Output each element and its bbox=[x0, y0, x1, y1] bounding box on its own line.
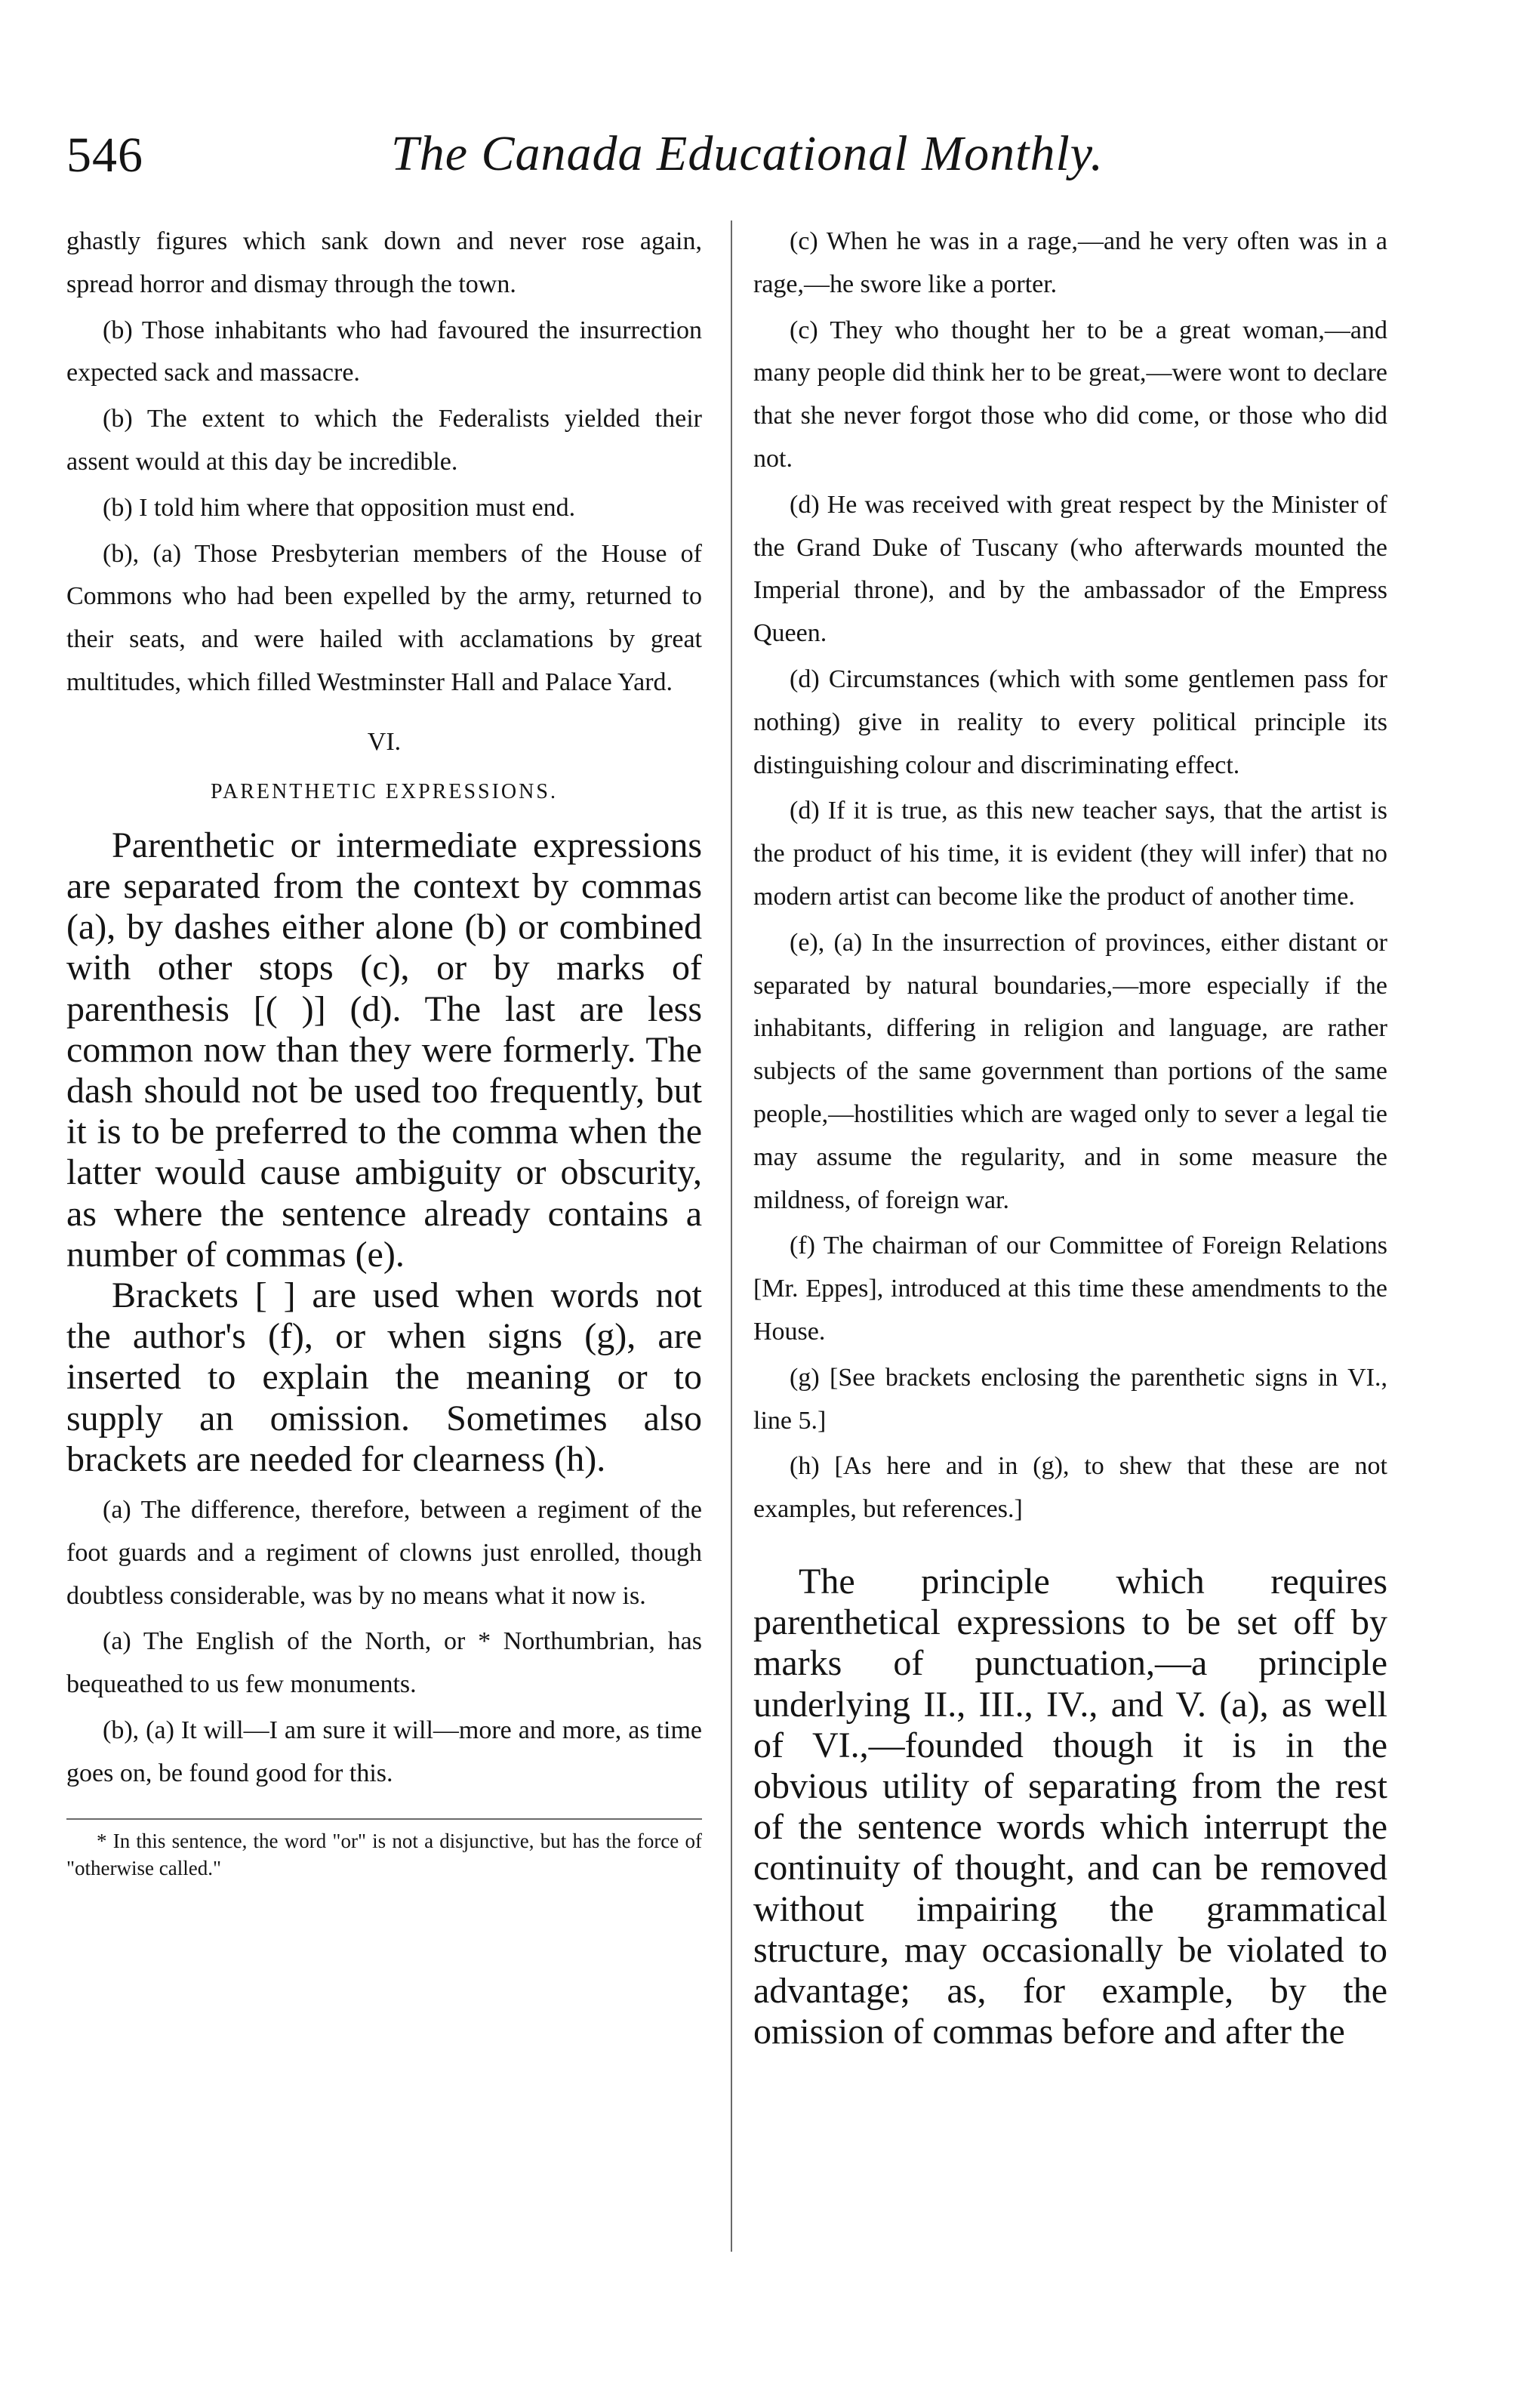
continued-paragraph: ghastly figures which sank down and never rose again, spread horror and dismay through the town. bbox=[66, 227, 702, 298]
section-number: VI. bbox=[367, 727, 402, 756]
running-title: The Canada Educational Monthly. bbox=[391, 126, 1104, 181]
example-paragraph: (b) I told him where that opposition must end. bbox=[103, 493, 576, 522]
example-paragraph: (b) The extent to which the Federalists yielded their assent would at this day be incredible. bbox=[66, 405, 702, 476]
page-number: 546 bbox=[66, 128, 143, 183]
page-header bbox=[66, 119, 1448, 202]
example-paragraph: (c) When he was in a rage,—and he very often was in a rage,—he swore like a porter. bbox=[753, 227, 1387, 298]
example-paragraph: (h) [As here and in (g), to shew that these are not examples, but references.] bbox=[753, 1452, 1387, 1524]
example-paragraph: (a) The difference, therefore, between a regiment of the foot guards and a regiment of clowns just enrolled, though doubtless considerable, was by no means what it now is. bbox=[66, 1496, 702, 1610]
left-column bbox=[66, 220, 702, 1882]
example-paragraph: (e), (a) In the insurrection of provinces, either distant or separated by natural boundaries,—more especially if the inhabitants, differing in religion and language, are rather subjects of the same government than portions of the same people,—hostilities which are waged only to sever a legal tie may assume the regularity, and in some measure the mildness, of foreign war. bbox=[753, 928, 1387, 1214]
example-paragraph: (b) Those inhabitants who had favoured the insurrection expected sack and massacre. bbox=[66, 316, 702, 387]
body-paragraph: Parenthetic or intermediate expressions are separated from the context by commas (a), by dashes either alone (b) or combined with other stops (c), or by marks of parenthesis [( )] (d). The last are less common now than they were formerly. The dash should not be used too frequently, but it is to be preferred to the comma when the latter would cause ambiguity or obscurity, as where the sentence already contains a number of commas (e). bbox=[66, 825, 702, 1275]
body-paragraph: The principle which requires parenthetical expressions to be set off by marks of punctuation,—a principle underlying II., III., IV., and V. (a), as well of VI.,—founded though it is in the obvious utility of separating from the rest of the sentence words which interrupt the continuity of thought, and can be removed without impairing the grammatical structure, may occasionally be violated to advantage; as, for example, by the omission of commas before and after the bbox=[753, 1561, 1387, 2052]
footnote: * In this sentence, the word "or" is not a disjunctive, but has the force of "otherwise called." bbox=[66, 1829, 702, 1879]
example-paragraph: (d) He was received with great respect by the Minister of the Grand Duke of Tuscany (who afterwards mounted the Imperial throne), and by the ambassador of the Empress Queen. bbox=[753, 490, 1387, 648]
column-divider bbox=[731, 220, 732, 2252]
example-paragraph: (f) The chairman of our Committee of Foreign Relations [Mr. Eppes], introduced at this time these amendments to the House. bbox=[753, 1232, 1387, 1346]
example-paragraph: (b), (a) It will—I am sure it will—more and more, as time goes on, be found good for this. bbox=[66, 1716, 702, 1787]
right-column bbox=[753, 220, 1387, 2052]
example-paragraph: (g) [See brackets enclosing the parenthetic signs in VI., line 5.] bbox=[753, 1363, 1387, 1435]
example-paragraph: (c) They who thought her to be a great woman,—and many people did think her to be great,—were wont to declare that she never forgot those who did come, or those who did not. bbox=[753, 316, 1387, 473]
example-paragraph: (d) If it is true, as this new teacher says, that the artist is the product of his time, it is evident (they will infer) that no modern artist can become like the product of another time. bbox=[753, 797, 1387, 911]
example-paragraph: (b), (a) Those Presbyterian members of the House of Commons who had been expelled by the army, returned to their seats, and were hailed with acclamations by great multitudes, which filled Westminster Hall and Palace Yard. bbox=[66, 539, 702, 696]
section-heading: PARENTHETIC EXPRESSIONS. bbox=[211, 779, 558, 803]
body-paragraph: Brackets [ ] are used when words not the author's (f), or when signs (g), are inserted to explain the meaning or to supply an omission. Sometimes also brackets are needed for clearness (h). bbox=[66, 1275, 702, 1479]
example-paragraph: (a) The English of the North, or * Northumbrian, has bequeathed to us few monuments. bbox=[66, 1627, 702, 1699]
spacer bbox=[66, 1480, 702, 1489]
footnote-rule bbox=[66, 1818, 702, 1820]
example-paragraph: (d) Circumstances (which with some gentlemen pass for nothing) give in reality to every political principle its distinguishing colour and discriminating effect. bbox=[753, 664, 1387, 779]
